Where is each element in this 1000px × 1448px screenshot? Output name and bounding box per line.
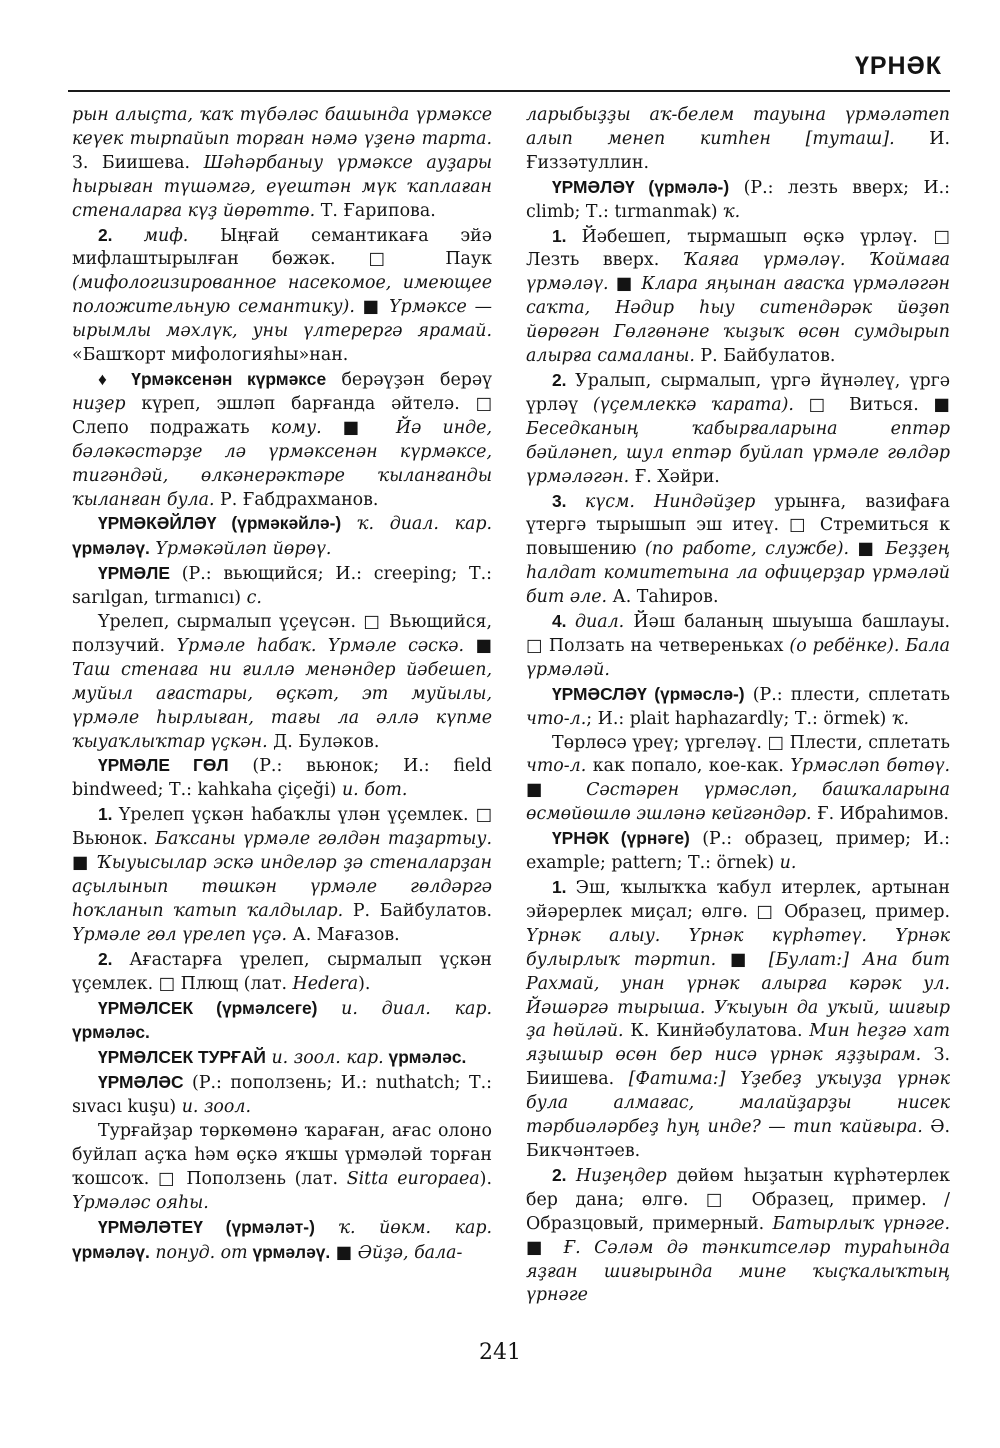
body-text: «Башҡорт мифологияһы»нан. bbox=[72, 345, 349, 366]
body-text: күреп, эшләп барғанда әйтелә. □ Слепо подражать bbox=[72, 393, 492, 438]
italic-text: Үрмәкәйләп йөрөү. bbox=[149, 539, 332, 560]
italic-text: Сәстәрен үрмәсләп, башҡаларына өсмөйөшлө эшләнә кейгәндәр. bbox=[526, 780, 950, 825]
body-text: ■ bbox=[526, 1237, 564, 1258]
entry-continuation bbox=[72, 104, 492, 224]
headword-text: үрмәләү. bbox=[72, 1241, 150, 1262]
body-text: К. Кинйәбулатова. bbox=[623, 1021, 810, 1042]
italic-text: Үрмәле гөл үрелеп үҫә. bbox=[72, 924, 288, 945]
body-text: (Р.: плести, сплетать bbox=[744, 684, 950, 705]
entry-urmalau bbox=[526, 176, 950, 225]
headword-text: 2. bbox=[552, 369, 576, 390]
body-text: Уралып, сырмалып, үргә йүнәлеү, үргә үрләү bbox=[526, 370, 950, 415]
italic-text: ниҙер bbox=[72, 393, 126, 414]
entry-urnak-sense-1 bbox=[526, 876, 950, 1164]
entry-urmalau-sense-1 bbox=[526, 225, 950, 369]
body-text: дөйөм һыҙатын күрһәтерлек бер дана; өлгө. □ Образец, пример. / Образцовый, примерный. bbox=[526, 1165, 950, 1234]
italic-text: диал. bbox=[574, 612, 625, 633]
headword-text: ҮРНӘК (үрнәге) bbox=[552, 828, 690, 849]
entry-urnak-sense-2 bbox=[526, 1164, 950, 1308]
body-text bbox=[635, 492, 654, 512]
left-column bbox=[72, 104, 492, 1266]
body-text: А. Мағазов. bbox=[287, 924, 400, 945]
headword-text: ҮРМӘЛӘС bbox=[98, 1072, 184, 1093]
headword-text: ҮРМӘЛСЕК (үрмәлсеге) bbox=[98, 997, 318, 1018]
headword-text: ҮРМӘЛСЕК ТУРҒАЙ bbox=[98, 1047, 266, 1068]
body-text: берәүҙән берәү bbox=[326, 369, 492, 390]
entry-urmalau-sense-2 bbox=[526, 369, 950, 490]
italic-text: Sitta europaea bbox=[346, 1168, 480, 1189]
headword-text: ♦ Үрмәксенән күрмәксе bbox=[98, 368, 327, 389]
italic-text: ларыбыҙҙы аҡ-белем тауына үрмәләтеп алып менеп китһен [туташ]. bbox=[526, 105, 950, 149]
body-text: ■ bbox=[526, 780, 587, 801]
entry-urmaslau bbox=[526, 683, 950, 732]
italic-text: Үрмәсләп бөтөү. bbox=[790, 756, 950, 777]
headword-text: ҮРМӘСЛӘҮ (үрмәслә-) bbox=[552, 683, 745, 704]
sense-2-myth bbox=[72, 224, 492, 368]
italic-text: ҡ. bbox=[723, 201, 741, 222]
headword-text: 1. bbox=[98, 804, 119, 825]
headword-text: үрмәләс. bbox=[72, 1022, 150, 1043]
body-text: И. Ғиззәтуллин. bbox=[526, 128, 950, 173]
italic-text: күсм. bbox=[584, 491, 635, 512]
entry-urmale-gol-sense-2 bbox=[72, 948, 492, 997]
entry-urmalsek bbox=[72, 997, 492, 1047]
body-text: (Р.: поползень; И.: nuthatch; Т.: sıvacı kuşu) bbox=[72, 1073, 492, 1118]
italic-text: и. диал. кар. bbox=[317, 998, 492, 1019]
entry-urmale-gol-sense-1 bbox=[72, 803, 492, 947]
right-column bbox=[526, 104, 950, 1308]
headword-text: 2. bbox=[98, 224, 144, 245]
body-text: Т. Ғарипова. bbox=[315, 200, 436, 221]
body-text: Р. Ғабдрахманов. bbox=[214, 489, 379, 510]
italic-text: Hedera bbox=[292, 973, 359, 994]
body-text: ■ bbox=[464, 635, 492, 656]
body-text: как попало, кое-как. bbox=[586, 756, 791, 777]
body-text: ). bbox=[479, 1168, 492, 1189]
body-text: □ Виться. ■ bbox=[793, 394, 950, 415]
body-text: Үрелеп, сырмалып үҫеүсән. □ Вьющийся, ползучий. bbox=[72, 612, 492, 656]
headword-text: үрмәләү. bbox=[72, 538, 150, 559]
entry-urnak bbox=[526, 827, 950, 876]
italic-text: (мифологизированное насекомое, имеющее положительную семантику). bbox=[72, 273, 492, 318]
body-text: Р. Байбулатов. bbox=[694, 346, 836, 367]
body-text: (Р.: вьющийся; И.: creeping; Т.: sarılgan, tırmanıcı) bbox=[72, 564, 492, 609]
italic-text: и. зоол. кар. bbox=[265, 1048, 384, 1069]
headword-text: ҮРМӘКӘЙЛӘҮ (үрмәкәйлә-) bbox=[98, 513, 342, 534]
body-text: Үрелеп үҫкән һабаҡлы үлән үҫемлек. □ Вьюнок. bbox=[72, 805, 493, 850]
italic-text: (үҫемлеккә ҡарата). bbox=[592, 394, 794, 415]
entry-urmale-definition bbox=[72, 611, 492, 754]
running-head: ҮРНӘК bbox=[854, 52, 942, 80]
entry-urmale-gol bbox=[72, 754, 492, 803]
body-text: Йәбешеп, тырмашып өҫкә үрләү. □ Лезть вверх. bbox=[526, 226, 950, 271]
entry-urmalau-sense-4 bbox=[526, 610, 950, 683]
body-text: ■ bbox=[330, 1242, 358, 1263]
italic-text: и. бот. bbox=[341, 780, 408, 801]
italic-text: [Булат:] Ана бит Рахмай, унан үрнәк алырға кәрәк ул. Йәшәргә тырыша. Уҡыуын да уҡый, шиғыр ҙа һөйләй. bbox=[526, 949, 950, 1042]
body-text: ■ bbox=[354, 297, 390, 318]
body-text: З. Биишева. bbox=[72, 152, 204, 173]
headword-text: ҮРМӘЛӘТЕҮ (үрмәләт-) bbox=[98, 1216, 315, 1237]
entry-urmalsek-turgay bbox=[72, 1046, 492, 1071]
italic-text: Ниндәйҙер bbox=[654, 491, 756, 512]
headword-text: ҮРМӘЛЕ bbox=[98, 563, 170, 584]
headword-text: 3. bbox=[552, 490, 585, 511]
italic-text: кому. bbox=[270, 417, 322, 438]
entry-urmakaylau bbox=[72, 512, 492, 562]
italic-text: Әйҙә, бала- bbox=[357, 1242, 463, 1263]
body-text: ■ bbox=[849, 539, 886, 560]
body-text: ■ bbox=[608, 274, 642, 295]
entry-urmalateu bbox=[72, 1216, 492, 1266]
italic-text: рын алыҫта, ҡаҡ түбәләс башында үрмәксе кеүек тырпайып торған нәмә үҙенә тарта. bbox=[72, 105, 492, 149]
body-text: Турғайҙар төркөмөнә ҡараған, ағас олоно буйлап аҫҡа һәм өҫкә яҡшы үрмәләй торған ҡошсоҡ. □ Поползень (лат. bbox=[72, 1121, 492, 1189]
idiom-entry bbox=[72, 368, 492, 512]
headword-text: ҮРМӘЛЕ ГӨЛ bbox=[98, 755, 229, 776]
headword-text: 2. bbox=[552, 1164, 576, 1185]
entry-continuation bbox=[526, 104, 950, 176]
italic-text: Ғ. Сәләм дә тәнкитселәр тураһында яҙған шиғырында мине ҡыҫҡалыҡтың үрнәге bbox=[526, 1237, 951, 1306]
body-text: Ә. Бикчәнтәев. bbox=[526, 1117, 950, 1161]
italic-text: что-л. bbox=[526, 708, 587, 729]
headword-text: 1. bbox=[552, 877, 576, 897]
italic-text: Баҡсаны үрмәле гөлдән таҙартыу. bbox=[155, 829, 492, 850]
italic-text: Шәһәрбаныу үрмәксе ауҙары һырыған түшәмгә, еүештән мүк ҡаплаған стеналарға күҙ йөрөттө. bbox=[72, 152, 492, 221]
italic-text: Ниҙеңдер bbox=[575, 1165, 667, 1186]
header-rule bbox=[68, 90, 950, 92]
entry-urmale bbox=[72, 562, 492, 611]
headword-text: 4. bbox=[552, 611, 575, 632]
body-text: Ғ. Хәйри. bbox=[629, 466, 720, 487]
italic-text: Үрмәксе — ырымлы мәхлүк, уны үлтерергә ярамай. bbox=[72, 297, 492, 342]
body-text: ). bbox=[358, 973, 371, 994]
italic-text: Батырлыҡ үрнәге. bbox=[772, 1213, 950, 1234]
body-text: урынға, вазифаға үтергә тырышып эш итеү. □ Стремиться к повышению bbox=[526, 491, 950, 560]
entry-urmaslau-definition bbox=[526, 732, 950, 828]
italic-text: ҡ. диал. кар. bbox=[341, 514, 492, 535]
body-text: Р. Байбулатов. bbox=[343, 900, 492, 921]
italic-text: (по работе, службе). bbox=[644, 539, 850, 560]
body-text: Эш, ҡылыҡҡа ҡабул итерлек, артынан эйәрерлек миҫал; өлгө. □ Образец, пример. bbox=[526, 878, 950, 922]
italic-text: (о ребёнке). bbox=[789, 635, 900, 656]
headword-text: 2. bbox=[98, 948, 130, 969]
body-text: Ыңғай семантикаға эйә мифлаштырылған бөжәк. □ Паук bbox=[72, 225, 493, 270]
italic-text: и. bbox=[779, 853, 797, 874]
italic-text: Клара яңынан ағасҡа үрмәләгән саҡта, Нәдир һыу ситендәрәк йөҙөп йөрөгән Гөлгөнәне ҡыҙыҡ өсөн сумдырып алырға самаланы. bbox=[526, 274, 950, 367]
italic-text: что-л. bbox=[526, 756, 587, 777]
headword-text: 1. bbox=[552, 225, 582, 246]
body-text: З. Биишева. bbox=[526, 1045, 950, 1090]
headword-text: ҮРМӘЛӘҮ (үрмәлә-) bbox=[552, 176, 730, 197]
body-text: (Р.: лезть вверх; И.: climb; Т.: tırmanmak) bbox=[526, 177, 950, 222]
body-text: Ағастарға үрелеп, сырмалып үҫкән үҫемлек. □ Плющ (лат. bbox=[72, 949, 493, 994]
body-text: Төрлөсә үреү; үргеләү. □ Плести, сплетать bbox=[552, 732, 950, 753]
body-text: (Р.: вьюнок; И.: field bindweed; Т.: kahkaha çiçeği) bbox=[72, 756, 492, 801]
italic-text: Үрнәк алыу. Үрнәк күрһәтеү. Үрнәк булырлыҡ тәртип. bbox=[526, 925, 950, 970]
italic-text: Ҡаяға үрмәләү. Ҡоймаға үрмәләү. bbox=[526, 250, 951, 295]
italic-text: ҡ. bbox=[891, 708, 909, 729]
italic-text: понуд. от bbox=[149, 1242, 248, 1263]
body-text: ■ bbox=[321, 417, 396, 438]
italic-text: ҡ. йөкм. кар. bbox=[314, 1217, 492, 1238]
italic-text: Ҡыуысылар эскә инделәр ҙә стеналарҙан аҫылынып төшкән үрмәле гөлдәргә һоҡланып ҡатып ҡалдылар. bbox=[72, 853, 492, 921]
headword-text: үрмәләү. bbox=[247, 1241, 331, 1262]
italic-text: Беҙҙең һалдат комитетына ла офицерҙар үрмәләй бит әле. bbox=[526, 539, 950, 608]
italic-text: Үрмәләс ояһы. bbox=[72, 1192, 209, 1213]
italic-text: Таш стенаға ни ғиллә менәндер йәбешеп, муйыл ағастары, өҫкәт, эт муйылы, үрмәле һырлыған, тағы ла әллә күпме ҡыуаҡлыҡтар үҫкән. bbox=[72, 659, 492, 752]
italic-text: с. bbox=[246, 588, 262, 609]
body-text: ■ bbox=[72, 853, 97, 874]
body-text: А. Таһиров. bbox=[607, 587, 719, 608]
italic-text: [Фатима:] Үҙебеҙ уҡыуҙа үрнәк була алмағас, малайҙарҙы нисек тәрбиәләрбеҙ һуң инде? — тип ҡайғыра. bbox=[526, 1069, 950, 1138]
page-number: 241 bbox=[479, 1340, 521, 1365]
headword-text: үрмәләс. bbox=[383, 1047, 467, 1068]
entry-urmalas bbox=[72, 1071, 492, 1120]
entry-urmalas-definition bbox=[72, 1120, 492, 1216]
italic-text: и. зоол. bbox=[181, 1097, 251, 1118]
italic-text: Бала үрмәләй. bbox=[526, 635, 950, 680]
italic-text: Үрмәле һабаҡ. Үрмәле сәскә. bbox=[176, 635, 465, 656]
body-text: Д. Буләков. bbox=[267, 731, 380, 752]
italic-text: Мин һеҙгә хат яҙышыр өсөн бер нисә үрнәк яҙҙырам. bbox=[526, 1021, 950, 1066]
body-text: Йәш баланың шыуыша башлауы. □ Ползать на четвереньках bbox=[526, 612, 950, 656]
entry-urmalau-sense-3 bbox=[526, 490, 950, 611]
body-text: Ғ. Ибраһимов. bbox=[811, 804, 949, 825]
body-text: ■ bbox=[716, 949, 769, 970]
body-text: (Р.: образец, пример; И.: example; pattern; Т.: örnek) bbox=[526, 829, 950, 874]
body-text: ; И.: plait haphazardly; Т.: örmek) bbox=[586, 708, 892, 729]
italic-text: Йә инде, бәләкәстәрҙе лә үрмәксенән күрмәксе, тигәндәй, өлкәнерәктәре ҡыланғанды ҡыланған була. bbox=[72, 417, 492, 510]
italic-text: миф. bbox=[143, 225, 189, 246]
italic-text: Беседканың ҡабырғаларына ептәр бәйләнеп, шул ептәр буйлап үрмәле гөлдәр үрмәләгән. bbox=[526, 418, 950, 487]
